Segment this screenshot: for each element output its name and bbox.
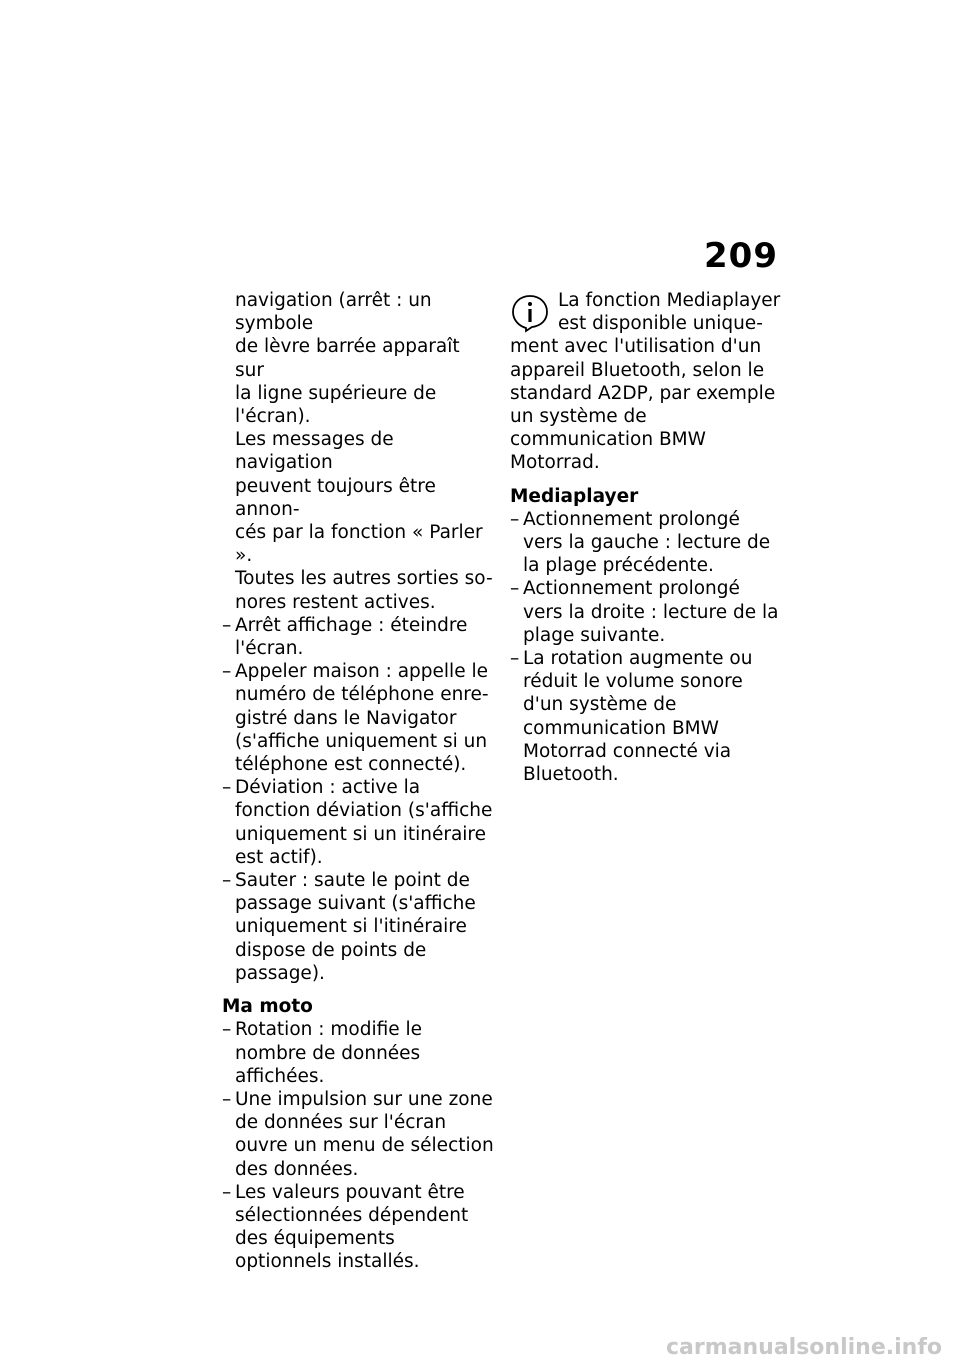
list-item: – Arrêt affichage : éteindre l'écran.: [222, 614, 494, 660]
page-number: 209: [704, 236, 778, 276]
watermark: carmanualsonline.info: [666, 1335, 942, 1360]
ma-moto-list: [222, 1018, 494, 1273]
section-heading-mediaplayer: Mediaplayer: [510, 485, 639, 507]
intro-line: cés par la fonction « Parler ».: [235, 522, 483, 567]
list-item: – La rotation augmente ou réduit le volume sonore d'un système de communication BMW Motorrad connecté via Bluetooth.: [510, 647, 782, 786]
intro-line: navigation (arrêt : un symbole: [235, 290, 432, 335]
list-item: – Les valeurs pouvant être sélectionnées dépendent des équipements optionnels installés.: [222, 1181, 494, 1274]
right-column: [510, 289, 782, 786]
navigation-options-list: [222, 614, 494, 985]
list-item: – Actionnement prolongé vers la droite : lecture de la plage suivante.: [510, 577, 782, 647]
left-column: [222, 289, 494, 1274]
intro-line: la ligne supérieure de l'écran).: [235, 382, 437, 428]
intro-paragraph: [222, 289, 494, 614]
intro-line: Les messages de navigation: [235, 429, 394, 474]
info-icon: [510, 293, 550, 333]
info-note: [510, 289, 782, 475]
intro-line: de lèvre barrée apparaît sur: [235, 336, 460, 381]
mediaplayer-list: [510, 508, 782, 786]
intro-line: peuvent toujours être annon-: [235, 475, 436, 520]
list-item: – Déviation : active la fonction déviation (s'affiche uniquement si un itinéraire est actif).: [222, 776, 494, 869]
list-item: – Appeler maison : appelle le numéro de téléphone enregistré dans le Navigator (s'affiche uniquement si un téléphone est connecté).: [222, 660, 494, 776]
list-item: – Une impulsion sur une zone de données sur l'écran ouvre un menu de sélection des données.: [222, 1088, 494, 1181]
intro-line: nores restent actives.: [235, 591, 436, 613]
info-text: La fonction Mediaplayer est disponible uniquement avec l'utilisation d'un appareil Bluetooth, selon le standard A2DP, par exemple un système de communication BMW Motorrad.: [510, 290, 781, 474]
intro-line: Toutes les autres sorties so-: [235, 568, 493, 590]
section-heading-ma-moto: Ma moto: [222, 996, 313, 1018]
list-item: – Rotation : modifie le nombre de données affichées.: [222, 1018, 494, 1088]
list-item: – Actionnement prolongé vers la gauche : lecture de la plage précédente.: [510, 508, 782, 578]
list-item: – Sauter : saute le point de passage suivant (s'affiche uniquement si l'itinéraire dispose de points de passage).: [222, 869, 494, 985]
